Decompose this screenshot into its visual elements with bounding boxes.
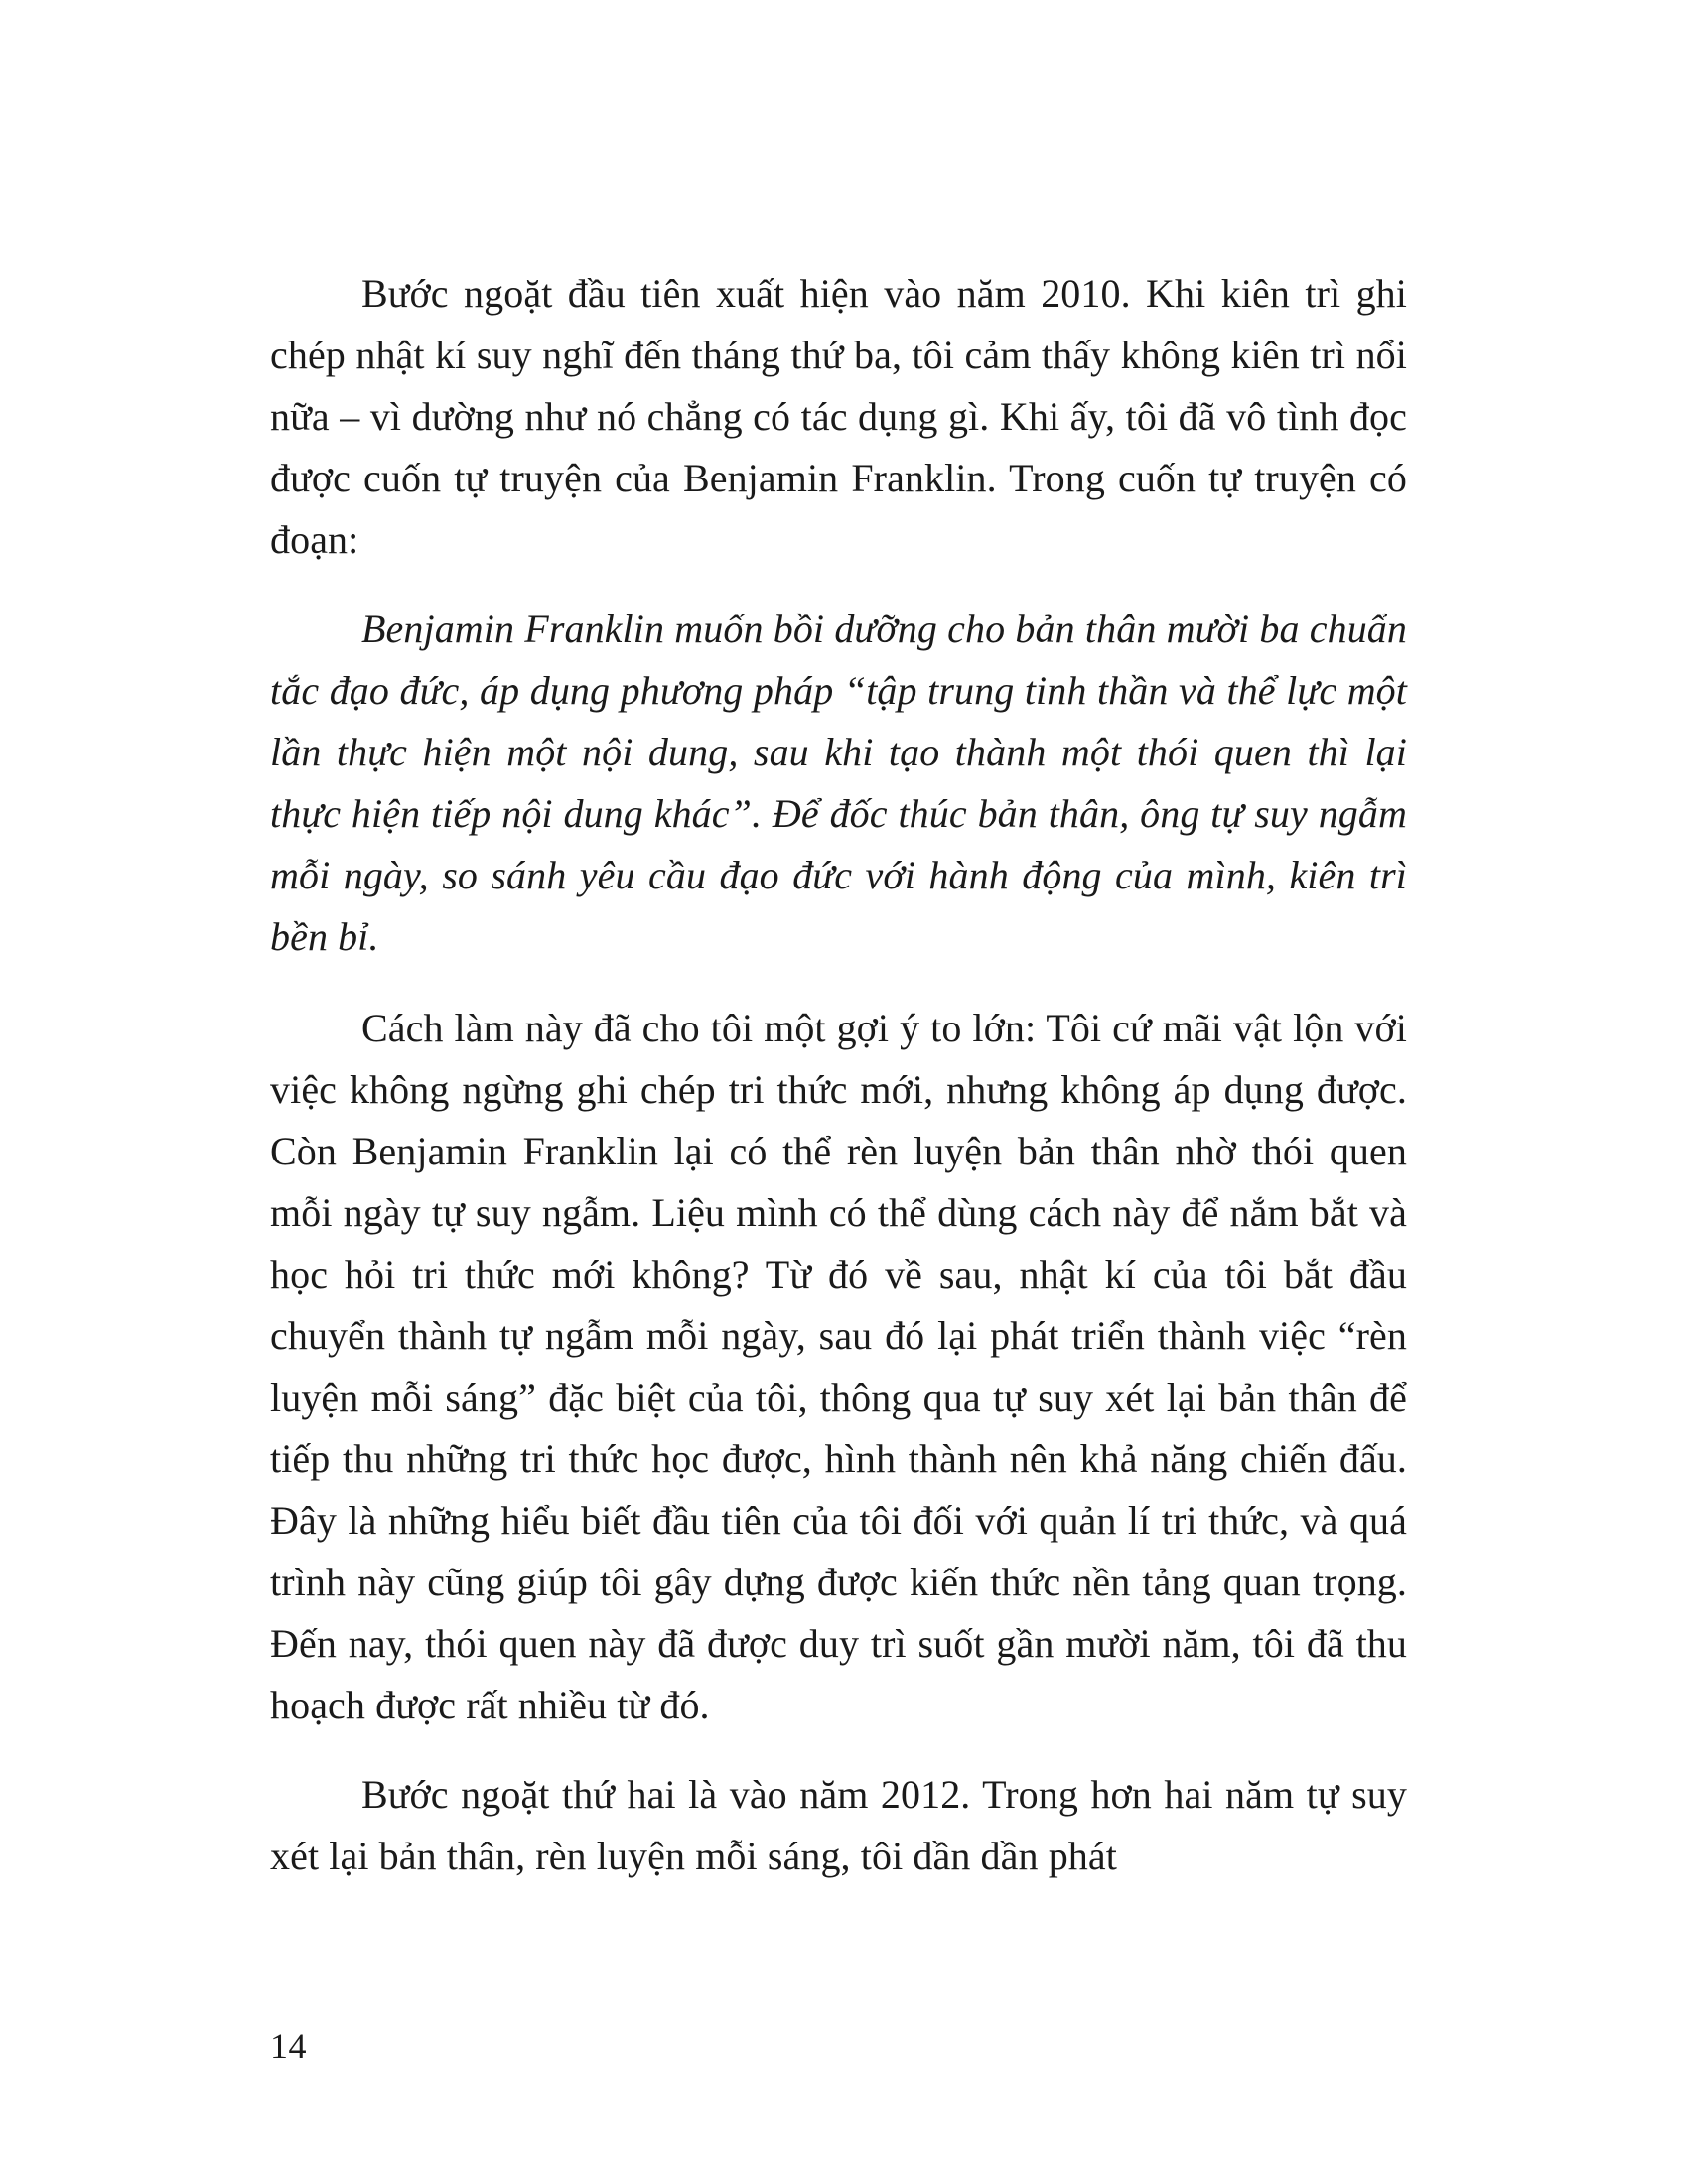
paragraph: Bước ngoặt đầu tiên xuất hiện vào năm 2010. Khi kiên trì ghi chép nhật kí suy nghĩ đến tháng thứ ba, tôi cảm thấy không kiên trì nổi nữa – vì dường như nó chẳng có tác dụng gì. Khi ấy, tôi đã vô tình đọc được cuốn tự truyện của Benjamin Franklin. Trong cuốn tự truyện có đoạn:: [270, 271, 1407, 562]
paragraph: Cách làm này đã cho tôi một gợi ý to lớn: Tôi cứ mãi vật lộn với việc không ngừng ghi chép tri thức mới, nhưng không áp dụng được. Còn Benjamin Franklin lại có thể rèn luyện bản thân nhờ thói quen mỗi ngày tự suy ngẫm. Liệu mình có thể dùng cách này để nắm bắt và học hỏi tri thức mới không? Từ đó về sau, nhật kí của tôi bắt đầu chuyển thành tự ngẫm mỗi ngày, sau đó lại phát triển thành việc “rèn luyện mỗi sáng” đặc biệt của tôi, thông qua tự suy xét lại bản thân để tiếp thu những tri thức học được, hình thành nên khả năng chiến đấu. Đây là những hiểu biết đầu tiên của tôi đối với quản lí tri thức, và quá trình này cũng giúp tôi gây dựng được kiến thức nền tảng quan trọng. Đến nay, thói quen này đã được duy trì suốt gần mười năm, tôi đã thu hoạch được rất nhiều từ đó.: [270, 1006, 1407, 1727]
text-column: [270, 263, 1407, 1915]
page-number: 14: [270, 2026, 307, 2066]
paragraph: Bước ngoặt thứ hai là vào năm 2012. Trong hơn hai năm tự suy xét lại bản thân, rèn luyện mỗi sáng, tôi dần dần phát: [270, 1772, 1407, 1878]
block-quote: Benjamin Franklin muốn bồi dưỡng cho bản thân mười ba chuẩn tắc đạo đức, áp dụng phương pháp “tập trung tinh thần và thể lực một lần thực hiện một nội dung, sau khi tạo thành một thói quen thì lại thực hiện tiếp nội dung khác”. Để đốc thúc bản thân, ông tự suy ngẫm mỗi ngày, so sánh yêu cầu đạo đức với hành động của mình, kiên trì bền bỉ.: [270, 607, 1407, 959]
